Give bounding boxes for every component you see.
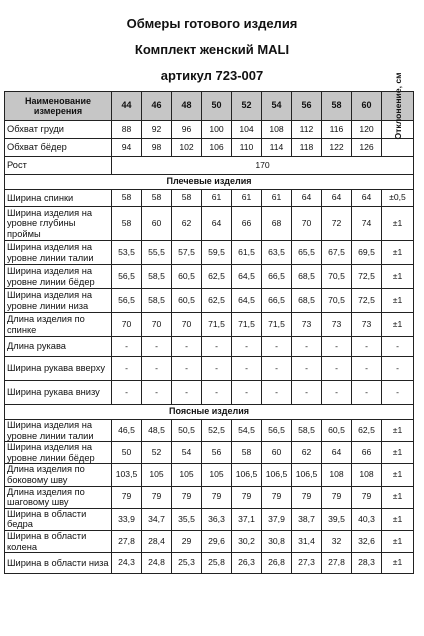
deviation-cell: ±1 xyxy=(382,508,414,530)
measurement-value-cell: 106,5 xyxy=(232,464,262,486)
measurement-value-cell: 62,5 xyxy=(352,420,382,442)
measurement-value-cell: 24,3 xyxy=(112,553,142,574)
measurement-value-cell: - xyxy=(202,337,232,357)
deviation-cell: ±1 xyxy=(382,313,414,337)
measurement-value-cell: 56,5 xyxy=(112,265,142,289)
measurement-value-cell: 64 xyxy=(322,442,352,464)
measurement-value-cell: 60,5 xyxy=(172,289,202,313)
measurement-value-cell: 79 xyxy=(172,486,202,508)
measurement-value-cell: 96 xyxy=(172,121,202,139)
header-size-cell: 56 xyxy=(292,92,322,121)
measurement-value-cell: 79 xyxy=(292,486,322,508)
measurement-name-cell: Рост xyxy=(5,157,112,175)
measurement-value-cell: - xyxy=(262,381,292,405)
measurement-value-cell: 60 xyxy=(142,207,172,241)
measurement-value-cell: 35,5 xyxy=(172,508,202,530)
measurement-value-cell: 94 xyxy=(112,139,142,157)
measurement-name-cell: Ширина в области бедра xyxy=(5,508,112,530)
table-row xyxy=(5,207,414,241)
measurement-value-cell: 71,5 xyxy=(232,313,262,337)
measurement-name-cell: Ширина изделия на уровне линии бёдер xyxy=(5,442,112,464)
measurement-value-cell: - xyxy=(172,337,202,357)
measurement-value-cell: 31,4 xyxy=(292,530,322,552)
measurement-value-cell: 74 xyxy=(352,207,382,241)
measurement-value-cell: 52,5 xyxy=(202,420,232,442)
measurement-value-cell: 79 xyxy=(322,486,352,508)
measurement-value-cell: 64 xyxy=(202,207,232,241)
header-size-cell: 60 xyxy=(352,92,382,121)
header-size-cell: 54 xyxy=(262,92,292,121)
table-row xyxy=(5,289,414,313)
measurement-value-cell: 46,5 xyxy=(112,420,142,442)
measurement-value-cell: - xyxy=(232,337,262,357)
table-row xyxy=(5,190,414,207)
measurement-value-cell: 66,5 xyxy=(262,265,292,289)
measurement-value-cell: 56,5 xyxy=(262,420,292,442)
deviation-cell: ±0,5 xyxy=(382,190,414,207)
measurement-value-cell: 58,5 xyxy=(142,265,172,289)
deviation-cell xyxy=(382,139,414,157)
measurement-name-cell: Ширина изделия на уровне линии низа xyxy=(5,289,112,313)
measurement-value-cell: 116 xyxy=(322,121,352,139)
measurement-name-cell: Ширина изделия на уровне линии талии xyxy=(5,241,112,265)
deviation-cell: ±1 xyxy=(382,553,414,574)
measurement-value-cell: 32,6 xyxy=(352,530,382,552)
measurement-value-cell: 27,8 xyxy=(322,553,352,574)
measurement-value-cell: 39,5 xyxy=(322,508,352,530)
measurement-value-cell: 58 xyxy=(232,442,262,464)
measurement-value-cell: - xyxy=(352,337,382,357)
document-title: Обмеры готового изделия xyxy=(126,16,298,31)
measurement-value-cell: 32 xyxy=(322,530,352,552)
measurement-value-cell: 62 xyxy=(172,207,202,241)
measurement-name-cell: Обхват груди xyxy=(5,121,112,139)
measurement-value-cell: 28,3 xyxy=(352,553,382,574)
measurement-value-cell: 55,5 xyxy=(142,241,172,265)
table-row xyxy=(5,464,414,486)
measurement-value-cell: - xyxy=(232,381,262,405)
table-row xyxy=(5,121,414,139)
measurement-name-cell: Обхват бёдер xyxy=(5,139,112,157)
measurement-value-cell: 72,5 xyxy=(352,265,382,289)
measurement-value-cell: 60,5 xyxy=(322,420,352,442)
measurement-value-cell: 56,5 xyxy=(112,289,142,313)
deviation-cell: - xyxy=(382,337,414,357)
measurement-value-cell: 34,7 xyxy=(142,508,172,530)
measurement-value-cell: 61 xyxy=(262,190,292,207)
product-name: Комплект женский MALI xyxy=(134,42,290,57)
measurement-value-cell: 71,5 xyxy=(262,313,292,337)
measurement-value-cell: 60,5 xyxy=(172,265,202,289)
measurement-value-cell: 30,8 xyxy=(262,530,292,552)
measurement-value-cell: 58 xyxy=(112,207,142,241)
header-size-cell: 58 xyxy=(322,92,352,121)
measurement-value-cell: 58 xyxy=(142,190,172,207)
measurement-value-cell: 105 xyxy=(142,464,172,486)
table-row xyxy=(5,241,414,265)
header-size-cell: 48 xyxy=(172,92,202,121)
deviation-cell: ±1 xyxy=(382,464,414,486)
deviation-cell: - xyxy=(382,357,414,381)
measurement-name-cell: Длина изделия по боковому шву xyxy=(5,464,112,486)
measurement-value-cell: 106,5 xyxy=(262,464,292,486)
table-row xyxy=(5,357,414,381)
measurement-value-cell: 79 xyxy=(142,486,172,508)
measurement-value-cell: 48,5 xyxy=(142,420,172,442)
section-title: Плечевые изделия xyxy=(5,175,414,190)
measurement-value-cell: 61,5 xyxy=(232,241,262,265)
measurement-value-cell: 26,8 xyxy=(262,553,292,574)
measurement-value-cell: 70 xyxy=(172,313,202,337)
section-header-row xyxy=(5,405,414,420)
measurement-value-cell: 52 xyxy=(142,442,172,464)
measurement-value-cell: 79 xyxy=(202,486,232,508)
table-row xyxy=(5,381,414,405)
header-deviation-label: Отклонение, см xyxy=(392,72,403,140)
measurement-value-cell: 105 xyxy=(202,464,232,486)
measurement-value-cell: 63,5 xyxy=(262,241,292,265)
table-row xyxy=(5,442,414,464)
measurement-value-cell: - xyxy=(172,357,202,381)
measurement-value-cell: 27,3 xyxy=(292,553,322,574)
measurement-value-cell: 72,5 xyxy=(352,289,382,313)
measurement-value-cell: 53,5 xyxy=(112,241,142,265)
measurement-value-cell: 29 xyxy=(172,530,202,552)
measurement-name-cell: Ширина в области низа xyxy=(5,553,112,574)
header-deviation-cell xyxy=(382,72,414,140)
measurement-value-cell: - xyxy=(202,357,232,381)
measurement-value-cell: 114 xyxy=(262,139,292,157)
deviation-cell: - xyxy=(382,381,414,405)
measurement-value-cell: 106,5 xyxy=(292,464,322,486)
measurement-value-cell: 54 xyxy=(172,442,202,464)
measurement-value-cell: 70,5 xyxy=(322,289,352,313)
measurement-name-cell: Ширина спинки xyxy=(5,190,112,207)
measurement-value-cell: 122 xyxy=(322,139,352,157)
measurement-value-cell: 40,3 xyxy=(352,508,382,530)
measurement-value-cell: 106 xyxy=(202,139,232,157)
measurement-value-cell: 108 xyxy=(322,464,352,486)
measurement-value-cell: 79 xyxy=(352,486,382,508)
measurement-name-cell: Ширина рукава внизу xyxy=(5,381,112,405)
measurement-value-cell: 64 xyxy=(352,190,382,207)
measurement-value-cell: 68,5 xyxy=(292,289,322,313)
measurement-value-cell: - xyxy=(262,337,292,357)
article-number: артикул 723-007 xyxy=(160,68,264,83)
section-title: Поясные изделия xyxy=(5,405,414,420)
measurement-value-cell: 64 xyxy=(322,190,352,207)
measurement-value-cell: 24,8 xyxy=(142,553,172,574)
measurement-value-cell: - xyxy=(112,337,142,357)
measurement-value-cell: - xyxy=(232,357,262,381)
measurement-value-cell: 105 xyxy=(172,464,202,486)
measurement-value-cell: - xyxy=(352,357,382,381)
table-row xyxy=(5,553,414,574)
measurement-name-cell: Длина рукава xyxy=(5,337,112,357)
measurement-name-cell: Ширина в области колена xyxy=(5,530,112,552)
measurement-value-cell: 37,9 xyxy=(262,508,292,530)
measurement-value-cell: 27,8 xyxy=(112,530,142,552)
table-header-row xyxy=(5,92,414,121)
table-row xyxy=(5,508,414,530)
measurement-name-cell: Длина изделия по шаговому шву xyxy=(5,486,112,508)
header-size-cell: 52 xyxy=(232,92,262,121)
deviation-cell: ±1 xyxy=(382,289,414,313)
measurement-value-cell: 73 xyxy=(292,313,322,337)
deviation-cell: ±1 xyxy=(382,442,414,464)
header-name-cell: Наименование измерения xyxy=(5,92,112,121)
measurement-value-cell: 62,5 xyxy=(202,289,232,313)
measurement-value-cell: 28,4 xyxy=(142,530,172,552)
measurement-value-cell: 70 xyxy=(142,313,172,337)
measurement-value-cell: 58 xyxy=(172,190,202,207)
measurement-value-cell: 70,5 xyxy=(322,265,352,289)
measurement-value-cell: 118 xyxy=(292,139,322,157)
section-header-row xyxy=(5,175,414,190)
measurement-value-cell: - xyxy=(142,337,172,357)
measurement-value-cell: 71,5 xyxy=(202,313,232,337)
measurement-value-cell: 50,5 xyxy=(172,420,202,442)
measurement-value-cell: 64,5 xyxy=(232,289,262,313)
measurement-value-cell: - xyxy=(142,357,172,381)
measurement-value-cell: 110 xyxy=(232,139,262,157)
measurement-value-cell: 64,5 xyxy=(232,265,262,289)
measurement-value-cell: 38,7 xyxy=(292,508,322,530)
measurement-value-cell: - xyxy=(262,357,292,381)
measurement-value-cell: 73 xyxy=(322,313,352,337)
measurement-value-cell: 98 xyxy=(142,139,172,157)
measurement-value-cell: - xyxy=(292,337,322,357)
measurement-value-cell: 112 xyxy=(292,121,322,139)
measurement-value-cell: 64 xyxy=(292,190,322,207)
header-size-cell: 50 xyxy=(202,92,232,121)
measurement-value-cell: 69,5 xyxy=(352,241,382,265)
measurement-value-cell: 70 xyxy=(292,207,322,241)
measurement-value-cell: 36,3 xyxy=(202,508,232,530)
measurement-value-cell: 70 xyxy=(112,313,142,337)
measurement-name-cell: Ширина изделия на уровне линии талии xyxy=(5,420,112,442)
table-row xyxy=(5,420,414,442)
deviation-cell: ±1 xyxy=(382,420,414,442)
measurement-name-cell: Ширина рукава вверху xyxy=(5,357,112,381)
measurement-value-cell: 57,5 xyxy=(172,241,202,265)
measurement-value-cell: 108 xyxy=(352,464,382,486)
deviation-cell: ±1 xyxy=(382,486,414,508)
deviation-cell: ±1 xyxy=(382,265,414,289)
measurement-value-cell: 33,9 xyxy=(112,508,142,530)
measurement-value-cell: 30,2 xyxy=(232,530,262,552)
measurement-value-cell: 61 xyxy=(232,190,262,207)
measurement-value-cell: 88 xyxy=(112,121,142,139)
measurement-value-cell: 79 xyxy=(262,486,292,508)
measurement-value-cell: - xyxy=(172,381,202,405)
measurement-value-cell: 66 xyxy=(352,442,382,464)
header-size-cell: 46 xyxy=(142,92,172,121)
measurement-value-cell: 73 xyxy=(352,313,382,337)
measurement-value-cell: 50 xyxy=(112,442,142,464)
measurement-value-cell: 66 xyxy=(232,207,262,241)
measurement-value-cell: 79 xyxy=(232,486,262,508)
measurement-value-cell: - xyxy=(322,337,352,357)
measurement-value-cell: 102 xyxy=(172,139,202,157)
deviation-cell: ±1 xyxy=(382,207,414,241)
measurement-value-cell: 54,5 xyxy=(232,420,262,442)
document-titles xyxy=(0,0,424,86)
measurement-name-cell: Ширина изделия на уровне линии бёдер xyxy=(5,265,112,289)
measurement-value-cell: - xyxy=(112,357,142,381)
measurement-value-cell: 62,5 xyxy=(202,265,232,289)
table-row xyxy=(5,139,414,157)
measurement-value-cell: - xyxy=(292,381,322,405)
measurement-value-cell: 37,1 xyxy=(232,508,262,530)
measurement-value-cell: 66,5 xyxy=(262,289,292,313)
measurement-value-cell: 58 xyxy=(112,190,142,207)
deviation-cell: ±1 xyxy=(382,241,414,265)
measurement-value-cell: 58,5 xyxy=(292,420,322,442)
measurement-value-cell: 120 xyxy=(352,121,382,139)
table-row xyxy=(5,530,414,552)
table-row xyxy=(5,265,414,289)
measurement-value-cell: 108 xyxy=(262,121,292,139)
measurement-value-cell: - xyxy=(322,381,352,405)
measurement-value-cell: - xyxy=(292,357,322,381)
measurement-value-cell: 72 xyxy=(322,207,352,241)
measurement-value-cell: 25,3 xyxy=(172,553,202,574)
measurement-value-cell: 68,5 xyxy=(292,265,322,289)
measurement-value-cell: 92 xyxy=(142,121,172,139)
table-row xyxy=(5,486,414,508)
measurement-value-cell: - xyxy=(322,357,352,381)
table-row xyxy=(5,157,414,175)
height-value-cell: 170 xyxy=(112,157,414,175)
measurement-value-cell: 61 xyxy=(202,190,232,207)
header-size-cell: 44 xyxy=(112,92,142,121)
measurement-value-cell: 126 xyxy=(352,139,382,157)
measurement-value-cell: 56 xyxy=(202,442,232,464)
measurement-value-cell: 67,5 xyxy=(322,241,352,265)
measurement-value-cell: 68 xyxy=(262,207,292,241)
measurement-name-cell: Ширина изделия на уровне глубины проймы xyxy=(5,207,112,241)
measurement-value-cell: - xyxy=(352,381,382,405)
measurement-value-cell: 25,8 xyxy=(202,553,232,574)
measurement-value-cell: 59,5 xyxy=(202,241,232,265)
measurement-value-cell: - xyxy=(112,381,142,405)
measurement-value-cell: 104 xyxy=(232,121,262,139)
table-row xyxy=(5,313,414,337)
deviation-cell: ±1 xyxy=(382,530,414,552)
measurement-value-cell: - xyxy=(202,381,232,405)
measurement-name-cell: Длина изделия по спинке xyxy=(5,313,112,337)
measurement-value-cell: 60 xyxy=(262,442,292,464)
measurement-value-cell: 79 xyxy=(112,486,142,508)
measurement-value-cell: 26,3 xyxy=(232,553,262,574)
table-row xyxy=(5,337,414,357)
measurement-value-cell: - xyxy=(142,381,172,405)
measurement-value-cell: 62 xyxy=(292,442,322,464)
measurement-value-cell: 29,6 xyxy=(202,530,232,552)
measurement-value-cell: 65,5 xyxy=(292,241,322,265)
measurement-value-cell: 58,5 xyxy=(142,289,172,313)
measurement-value-cell: 100 xyxy=(202,121,232,139)
measurement-value-cell: 103,5 xyxy=(112,464,142,486)
